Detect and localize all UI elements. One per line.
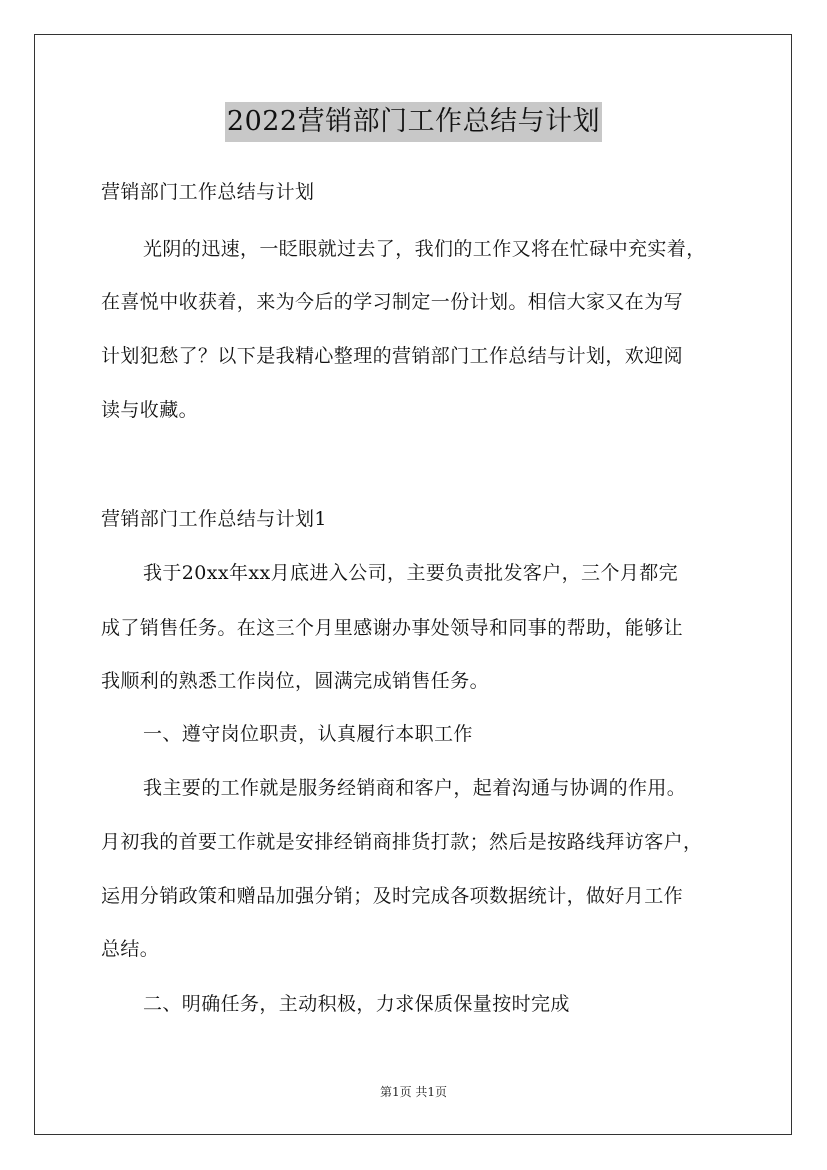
intro-line-2: 在喜悦中收获着，来为今后的学习制定一份计划。相信大家又在为写 [101,291,684,313]
p1-line-2: 成了销售任务。在这三个月里感谢办事处领导和同事的帮助，能够让 [101,617,684,639]
intro-line-4: 读与收藏。 [101,399,199,421]
point-1-heading: 一、遵守岗位职责，认真履行本职工作 [143,723,473,745]
p1-line-3: 我顺利的熟悉工作岗位，圆满完成销售任务。 [101,670,490,692]
document-title: 2022营销部门工作总结与计划 [225,102,602,142]
title-container [0,102,827,142]
intro-line-3: 计划犯愁了？以下是我精心整理的营销部门工作总结与计划，欢迎阅 [101,345,684,367]
page-footer: 第1页 共1页 [379,1085,448,1099]
intro-line-1: 光阴的迅速，一眨眼就过去了，我们的工作又将在忙碌中充实着， [143,238,706,260]
p2-line-1: 我主要的工作就是服务经销商和客户，起着沟通与协调的作用。 [143,777,687,799]
point-2-heading: 二、明确任务，主动积极，力求保质保量按时完成 [143,993,570,1015]
p2-line-4: 总结。 [101,938,160,960]
p2-line-2: 月初我的首要工作就是安排经销商排货打款；然后是按路线拜访客户， [101,831,703,853]
p2-line-3: 运用分销政策和赠品加强分销；及时完成各项数据统计，做好月工作 [101,885,684,907]
p1-line-1: 我于20xx年xx月底进入公司，主要负责批发客户，三个月都完 [143,562,679,584]
section-heading: 营销部门工作总结与计划1 [101,508,327,530]
document-subtitle: 营销部门工作总结与计划 [101,181,315,203]
